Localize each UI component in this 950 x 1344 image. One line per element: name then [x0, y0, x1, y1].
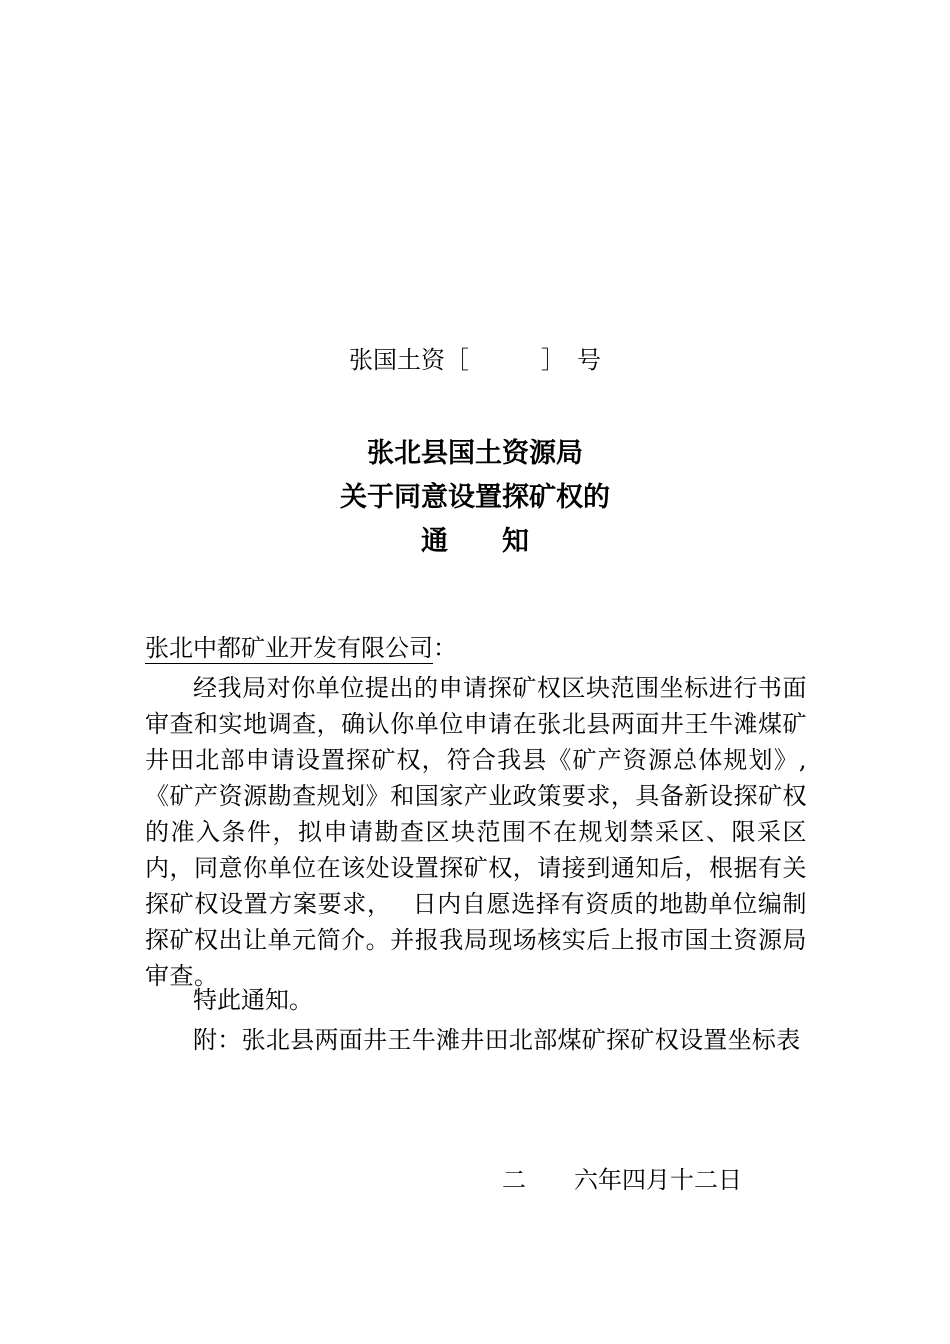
document-number: 张国土资［ ］ 号 [349, 346, 601, 374]
title-line-subject: 关于同意设置探矿权的 [340, 482, 610, 513]
title-line-issuer: 张北县国土资源局 [367, 438, 583, 469]
body-paragraph: 经我局对你单位提出的申请探矿权区块范围坐标进行书面审查和实地调查，确认你单位申请在张北县两面井王牛滩煤矿井田北部申请设置探矿权，符合我县《矿产资源总体规划》,《矿产资源勘查规划》和国家产业政策要求，具备新设探矿权的准入条件，拟申请勘查区块范围不在规划禁采区、限采区内，同意你单位在该处设置探矿权，请接到通知后，根据有关探矿权设置方案要求， 日内自愿选择有资质的地勘单位编制探矿权出让单元简介。并报我局现场核实后上报市国土资源局审查。 [145, 674, 807, 990]
issue-date: 二 六年四月十二日 [502, 1166, 742, 1194]
closing-statement: 特此通知。 [193, 986, 313, 1014]
notice-title [0, 432, 950, 564]
title-line-notice: 通 知 [421, 526, 529, 557]
recipient-colon: ： [433, 634, 457, 662]
recipient-name: 张北中都矿业开发有限公司 [145, 634, 433, 662]
notice-body [145, 670, 807, 994]
attachment-note: 附：张北县两面井王牛滩井田北部煤矿探矿权设置坐标表 [193, 1026, 801, 1054]
recipient-line [145, 628, 457, 668]
